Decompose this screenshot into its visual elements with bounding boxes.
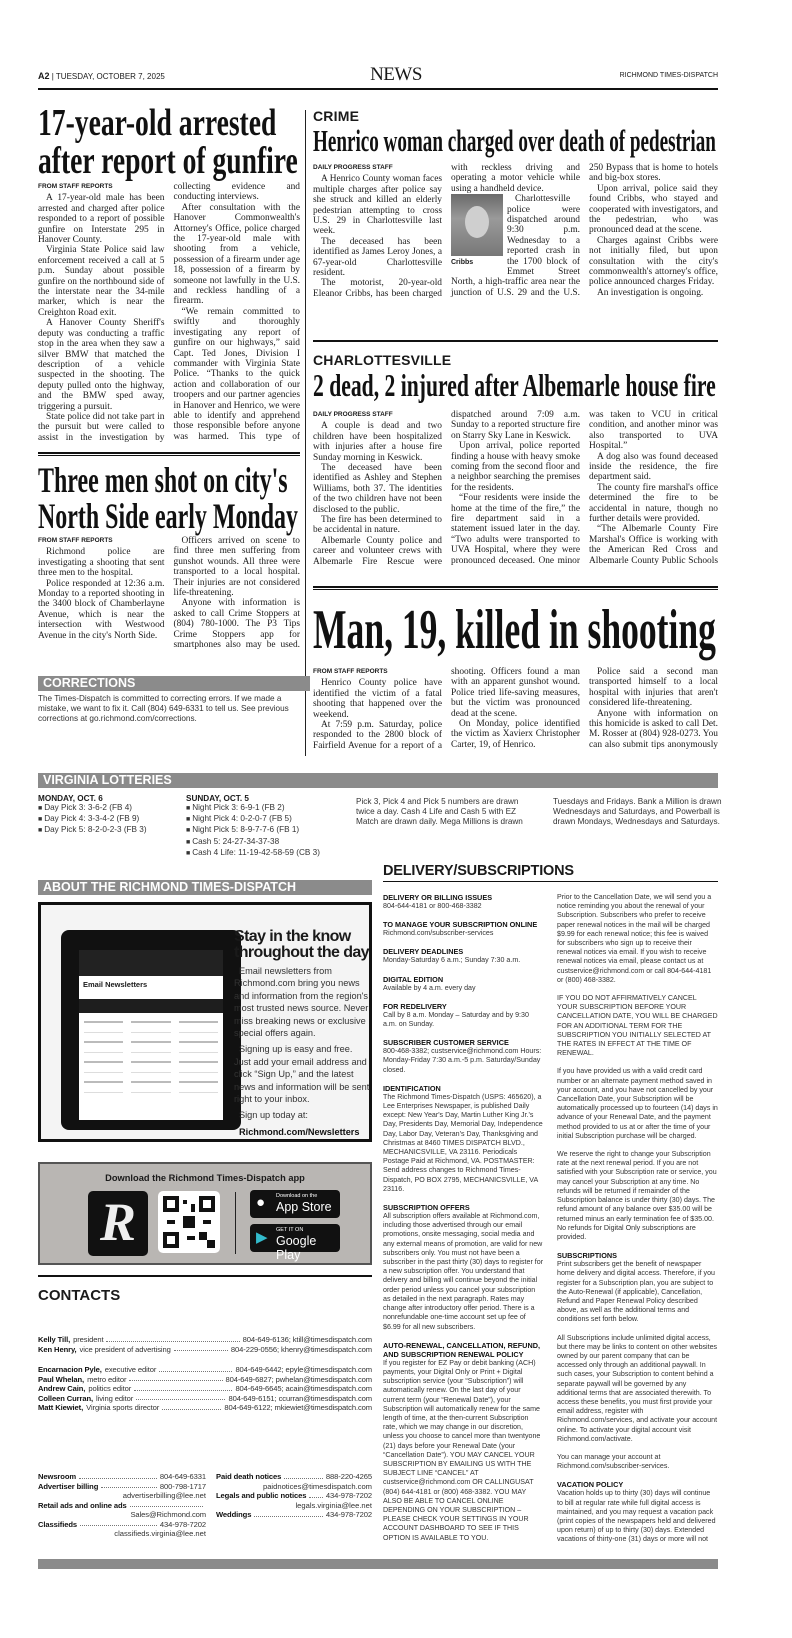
article-henrico-body: [313, 163, 718, 309]
leader-dots: [79, 1472, 157, 1479]
paragraph-text: Richmond police are investigating a shooting that sent three men to the hospital.: [38, 547, 165, 579]
section-heading: AUTO-RENEWAL, CANCELLATION, REFUND, AND SUBSCRIPTION RENEWAL POLICY: [383, 1340, 541, 1359]
badge-label: Google Play: [276, 1234, 317, 1262]
page-folio: A2 | TUESDAY, OCTOBER 7, 2025: [38, 71, 165, 81]
paragraph-text: Henrico County police have identified the victim of a fatal shooting that happened over the weekend.: [313, 678, 442, 720]
contact-info: 804-649-6827; pwhelan@timesdispatch.com: [225, 1374, 372, 1384]
contact-role: metro editor: [87, 1374, 127, 1384]
paragraph-text: The deceased has been identified as James Leroy Jones, a 67-year-old Charlottesville resident.: [313, 236, 442, 279]
article-gunfire: [38, 104, 300, 182]
face-shape: [465, 206, 489, 238]
desk-info: Sales@Richmond.com: [130, 1510, 206, 1520]
paragraph: [313, 515, 442, 536]
lottery-result: ■ Night Pick 5: 8-9-7-7-6 (FB 1): [186, 825, 346, 836]
contact-role: living editor: [96, 1393, 134, 1403]
badge-label: App Store: [276, 1200, 332, 1214]
contact-name: Encarnacion Pyle,: [38, 1365, 102, 1374]
desk-info: 434-978-7202: [325, 1510, 372, 1519]
leader-dots: [134, 1384, 232, 1391]
contact-name: Paul Whelan,: [38, 1374, 85, 1384]
desk-name: Retail ads and online ads: [38, 1500, 127, 1510]
tablet-image: [61, 930, 241, 1130]
paragraph-text: The motorist, 20-year-old Eleanor Cribbs, has been charged with reckless driving and operating a motor vehicle while using a handheld device.: [313, 163, 580, 299]
headline-line: Three men shot on city's: [38, 462, 288, 500]
newsletter-promo: [38, 902, 372, 1142]
section-heading: SUBSCRIBER CUSTOMER SERVICE: [383, 1038, 509, 1048]
desk-name: Advertiser billing: [38, 1481, 99, 1491]
paragraph-text: An investigation is ongoing.: [597, 287, 704, 298]
contacts-title: CONTACTS: [38, 1287, 121, 1304]
article-northside-body: [38, 536, 300, 660]
paragraph-text: Officers arrived on scene to find three men suffering from gunshot wounds. All three were transported to a local hospital. Their injuries are not considered life-threatening.: [173, 536, 300, 599]
apple-icon: ●: [256, 1194, 266, 1211]
article-gunfire-body: [38, 182, 300, 444]
desk-info: 434-978-7202: [325, 1491, 372, 1500]
contact-name: Andrew Cain,: [38, 1384, 86, 1394]
app-download-box: [38, 1162, 372, 1265]
desk-info: 434-978-7202: [159, 1519, 206, 1529]
paragraph-text: A Hanover County Sheriff's deputy was conducting a traffic stop in the area when they saw a silver BMW that matched the description of a vehicle suspected in the shooting. The deputy pulled onto the highway, and the BMW sped away, triggering a pursuit.: [38, 318, 165, 412]
contact-name: Kelly Till,: [38, 1335, 71, 1344]
contact-name: Ken Henry,: [38, 1344, 77, 1354]
section-heading: VACATION POLICY: [557, 1480, 624, 1490]
mugshot-photo: [451, 194, 503, 266]
paragraph-text: The deceased have been identified as Ashley and Stephen Williams, both 37. The identities of the two children have not been disclosed to the public.: [313, 463, 442, 515]
section-heading: DIGITAL EDITION: [383, 974, 444, 984]
leader-dots: [136, 1394, 225, 1401]
section-rule: [313, 586, 718, 590]
page-number: A2: [38, 71, 50, 81]
lottery-result: ■ Cash 4 Life: 11-19-42-58-59 (CB 3): [186, 848, 346, 859]
section-heading: FOR REDELIVERY: [383, 1001, 447, 1011]
contact-role: executive editor: [104, 1365, 157, 1374]
contact-info: 804-649-6151; ccurran@timesdispatch.com: [228, 1393, 372, 1403]
byline: FROM STAFF REPORTS: [313, 668, 388, 675]
leader-dots: [129, 1375, 222, 1382]
photo-caption: Cribbs: [451, 259, 474, 267]
contact-row: [38, 1365, 372, 1375]
kicker: CRIME: [313, 108, 360, 124]
contact-role: politics editor: [88, 1384, 132, 1394]
section-name: NEWS: [370, 64, 422, 85]
info-section: [383, 1203, 544, 1332]
lottery-result: ■ Day Pick 5: 8-2-0-2-3 (FB 3): [38, 825, 178, 836]
lottery-day-label: MONDAY, OCT. 6: [38, 794, 103, 803]
lottery-day: [38, 794, 178, 837]
contact-info: 804-649-6122; mkiewiet@timesdispatch.com: [224, 1403, 372, 1413]
badge-small-text: GET IT ON: [276, 1227, 304, 1233]
footer-bar: [38, 1559, 718, 1569]
info-section: [383, 893, 544, 911]
article-fire-body: [313, 410, 718, 570]
contact-row: [38, 1394, 372, 1404]
headline-line: 17-year-old arrested: [38, 104, 277, 144]
article-killed: [313, 598, 718, 665]
contact-row: [38, 1375, 372, 1385]
desk-contact-row: [38, 1482, 206, 1492]
rtd-logo-icon: R: [88, 1191, 148, 1256]
section-text: 800-468-3382; custservice@richmond.com Hours: Monday-Friday 7:30 a.m.-5 p.m. Saturday/Sunday closed.: [383, 1047, 542, 1074]
paragraph: [38, 579, 165, 641]
promo-text: Sign up today at:: [239, 1110, 308, 1121]
paragraph-text: The fire has been determined to be accidental in nature.: [313, 515, 442, 536]
paragraph: [38, 318, 165, 412]
leader-dots: [309, 1491, 323, 1498]
lottery-result: ■ Night Pick 4: 0-2-0-7 (FB 5): [186, 814, 346, 825]
desk-email: advertiserbilling@lee.net: [122, 1491, 206, 1501]
paragraph-text: At 7:59 p.m. Saturday, police responded to the 2800 block of Fairfield Avenue for a report of a shooting. Officers found a man with an apparent gunshot wound. Police tried life-saving measures, but the victim was pronounced dead at the scene.: [313, 667, 580, 751]
corrections-text: The Times-Dispatch is committed to correcting errors. If we made a mistake, we want to fix it. Call (804) 649-6331 to tell us. See previous corrections at go.richmond.com/corrections.: [38, 694, 289, 724]
lottery-result: ■ Day Pick 4: 3-3-4-2 (FB 9): [38, 814, 178, 825]
desk-contact-row: [38, 1472, 206, 1482]
promo-heading: Stay in the know throughout the day: [234, 928, 369, 961]
desk-email: legals.virginia@lee.net: [295, 1500, 372, 1510]
paragraph-text: Albemarle County police and career and volunteer crews with Albemarle Fire Rescue were dispatched around 7:09 a.m. Sunday to a reported structure fire on Starry Sky Lane in Keswick.: [313, 410, 580, 567]
headline-line: North Side early Monday: [38, 496, 298, 536]
desk-contact-row: [38, 1520, 206, 1530]
paragraph-text: A Henrico County woman faces multiple charges after police say she struck and killed an elderly pedestrian attempting to cross U.S. 29 in Charlottesville last week.: [313, 174, 442, 237]
contacts-rule: [38, 1275, 372, 1277]
leader-dots: [284, 1472, 323, 1479]
info-section: [383, 1002, 544, 1029]
paragraph-text: Police responded at 12:36 a.m. Monday to a reported shooting in the 3400 block of Chamberlayne Avenue, which is near the intersection with Westwood Avenue in the city's North Side.: [38, 578, 165, 641]
lottery-result: ■ Night Pick 3: 6-9-1 (FB 2): [186, 803, 346, 814]
desk-contact-row: [216, 1472, 372, 1482]
headline: [38, 104, 298, 180]
paragraph: [589, 236, 718, 288]
info-section: [557, 1251, 718, 1471]
desk-info: 800-798-1717: [159, 1481, 206, 1491]
paragraph: [174, 536, 301, 598]
header-rule: [38, 88, 718, 90]
paragraph: [313, 678, 442, 720]
section-heading: IDENTIFICATION: [383, 1083, 441, 1093]
app-title: Download the Richmond Times-Dispatch app: [105, 1173, 305, 1183]
paragraph-text: After consultation with the Hanover Commonwealth's Attorney's Office, police charged the 17-year-old male with shooting from a vehicle, possession of a firearm under age 18, possession of a firearm by someone not lawfully in the U.S. and reckless handling of a firearm.: [173, 202, 300, 307]
paragraph-text: Anyone with information on this homicide is asked to call Det. M. Rosser at (804) 928-0273. You can also submit tips anonymously: [589, 708, 718, 750]
kicker: CHARLOTTESVILLE: [313, 352, 452, 368]
leader-dots: [106, 1335, 239, 1342]
contact-name: Matt Kiewiet,: [38, 1403, 84, 1413]
info-section: [383, 975, 544, 993]
desk-name: Newsroom: [38, 1472, 77, 1481]
paragraph: [589, 667, 718, 709]
lottery-day-label: SUNDAY, OCT. 5: [186, 794, 249, 803]
section-text: Prior to the Cancellation Date, we will send you a notice reminding you about the renewal of your Subscription. Subscribers who prefer to receive paper renewal notices in the mail will be charged $9.99 for each renewal notice; this fee is waived for subscribers who sign up to receive their renewal notices via email. If you wish to receive renewal notices via email, please contact us at custservice@richmond.com or call 804-644-4181 or (800) 468-3382.: [557, 893, 712, 984]
article-northside: [38, 462, 300, 536]
section-text: Richmond.com/subscriber-services: [383, 929, 494, 938]
paragraph-text: State police did not take part in the pursuit but were called to assist in the investigation by collecting evidence and conducting interviews.: [38, 182, 300, 443]
leader-dots: [159, 1365, 232, 1372]
contact-row: [38, 1335, 372, 1345]
byline: FROM STAFF REPORTS: [38, 537, 113, 544]
contact-info: 804-229-0556; khenry@timesdispatch.com: [230, 1344, 372, 1354]
delivery-info: [383, 893, 718, 1558]
headline-line: after report of gunfire: [38, 140, 298, 182]
paragraph-text: Virginia State Police said law enforcement received a call at 5 p.m. Sunday about possible gunfire on the northbound side of the interstate near the 34-mile marker, which is near the Creighton Road exit.: [38, 245, 165, 318]
headline: Henrico woman charged over death of pedestrian: [313, 124, 716, 158]
desk-name: Paid death notices: [216, 1472, 282, 1481]
section-rule: [38, 452, 300, 456]
desk-contact-row: [38, 1501, 206, 1520]
lottery-note: Pick 3, Pick 4 and Pick 5 numbers are drawn twice a day. Cash 4 Life and Cash 5 with EZ Match are drawn daily. Mega Millions is drawn: [356, 797, 523, 827]
contact-row: [38, 1403, 372, 1413]
headline: [38, 462, 298, 534]
paper-name: RICHMOND TIMES-DISPATCH: [619, 72, 718, 79]
info-section: [383, 920, 544, 938]
delivery-title: DELIVERY/SUBSCRIPTIONS: [383, 863, 718, 882]
desk-contact-row: [216, 1510, 372, 1520]
paragraph-text: Charges against Cribbs were not initially filed, but upon consultation with the city's commonwealth's attorney's office, police announced charges Friday.: [589, 235, 718, 288]
section-text: All Subscriptions include unlimited digital access, but there may be links to content on other websites owned by our parent company that can be accessed only through an additional paywall. In such cases, your Subscription to content behind a separate paywall will be governed by any additional terms that are associated therewith. To access these benefits, you must first provide your email address, register with Richmond.com/services, and activate your account online. To activate your digital account visit Richmond.com/activate.: [557, 1333, 718, 1443]
section-text: Print subscribers get the benefit of newspaper home delivery and digital access. Therefore, if you register for a Subscription plan, you are subject to the Auto-Renewal (if applicable), Cancellation, Refund and Paper Renewal Policy described above, as well as the additional terms and conditions set forth below.: [557, 1260, 715, 1324]
headline: Man, 19, killed in shooting: [313, 599, 716, 661]
lotteries-header: VIRGINIA LOTTERIES: [38, 773, 718, 788]
leader-dots: [80, 1520, 157, 1527]
leader-dots: [101, 1482, 157, 1489]
promo-text: Email newsletters from Richmond.com bring you news and information from the region's most trusted news source. Never miss breaking news or exclusive special offers again.: [234, 966, 369, 1039]
contact-row: [38, 1384, 372, 1394]
desk-info: 804-649-6331: [159, 1472, 206, 1481]
contact-role: president: [73, 1335, 104, 1344]
paragraph: [313, 237, 442, 279]
paragraph-text: “The Albemarle County Fire Marshal's Office is working with the American Red Cross and Albemarle County Public Schools: [589, 524, 718, 566]
contact-row: [38, 1345, 372, 1355]
paragraph-text: The county fire marshal's office determined the fire to be accidental in nature, though no further details were provided.: [589, 482, 718, 525]
byline: DAILY PROGRESS STAFF: [313, 164, 393, 171]
paragraph: [174, 203, 301, 307]
lottery-result: ■ Day Pick 3: 3-6-2 (FB 4): [38, 803, 178, 814]
contact-info: 804-649-6442; epyle@timesdispatch.com: [235, 1365, 372, 1374]
lottery-result: ■ Cash 5: 24-27-34-37-38: [186, 837, 346, 848]
paragraph: [38, 245, 165, 318]
section-heading: DELIVERY OR BILLING ISSUES: [383, 893, 493, 902]
byline: FROM STAFF REPORTS: [38, 183, 113, 190]
section-text: If you have provided us with a valid credit card number or an alternate payment method saved in your account, and you have not cancelled by your Cancellation Date, your Subscription will be automatically processed up to fourteen (14) days in advance of your Renewal Date, and the payment method provided to us at or after the time of your initial Subscription purchase will be charged.: [557, 1067, 718, 1140]
info-section: [383, 947, 544, 965]
contact-info: 804-649-6645; acain@timesdispatch.com: [235, 1384, 372, 1394]
google-play-icon: ▶: [256, 1229, 268, 1246]
leader-dots: [162, 1403, 221, 1410]
paragraph-text: A couple is dead and two children have been hospitalized with injuries after a house fire Sunday morning in Keswick.: [313, 421, 442, 463]
corrections-header: CORRECTIONS: [38, 676, 310, 691]
lottery-note: Tuesdays and Fridays. Bank a Million is drawn Wednesdays and Saturdays, and Powerball is drawn Mondays, Wednesdays and Saturdays.: [553, 797, 722, 827]
section-text: Vacation holds up to thirty (30) days will continue to bill at regular rate while full digital access is maintained, and you may request a vacation pack (print copies of the newspapers held and delivered upon return) of up to thirty (30) days. Extended vacations of thirty-one (31) days or more will not: [557, 1489, 716, 1544]
contact-role: Virginia sports director: [86, 1403, 160, 1413]
section-text: You can manage your account at Richmond.com/subscriber-services.: [557, 1452, 670, 1471]
headline: 2 dead, 2 injured after Albemarle house fire: [313, 367, 716, 403]
section-text: IF YOU DO NOT AFFIRMATIVELY CANCEL YOUR SUBSCRIPTION BEFORE YOUR CANCELLATION DATE, YOU WILL BE CHARGED FOR AN ADDITIONAL TERM FOR THE SUBSCRIPTION YOU INITIALLY SELECTED AT THE RATES IN EFFECT AT THE TIME OF RENEWAL.: [557, 994, 718, 1058]
section-text: If you register for EZ Pay or debit banking (ACH) payments, your Digital Only or Print + Digital subscription service (your “Subscription”) will automatically renew. On the last day of your current term (your “Renewal Date”), your Subscription will automatically renew for the same length of time, at the then-current Subscription rate, which we may change in our discretion, unless you choose to cancel more than twentyone (21) days before your Renewal Date (your “Cancellation Date”). YOU MAY CANCEL YOUR SUBSCRIPTION BY EMAILING US WITH THE SUBJECT LINE “CANCEL” AT custservice@richmond.com OR CALLINGUSAT (804) 644-4181 or (800) 468-3382. YOU MAY ALSO BE ABLE TO CANCEL ONLINE DEPENDING ON YOUR SUBSCRIPTION – PLEASE CHECK YOUR SETTINGS IN YOUR ACCOUNT DASHBOARD TO SEE IF THIS OPTION IS AVAILABLE TO YOU.: [383, 1358, 541, 1542]
info-section: [383, 1038, 544, 1075]
paragraph-text: A dog also was found deceased inside the residence, the fire department said.: [589, 451, 718, 483]
desk-name: Legals and public notices: [216, 1491, 307, 1500]
paragraph-text: Charlottesville police were dispatched around 9:30 p.m. Wednesday to a reported crash in the 1700 block of Emmet Street North, a high-traffic area near the junction of U.S. 29 and the U.S. 250 Bypass that is home to hotels and big-box stores.: [451, 163, 718, 298]
article-killed-body: [313, 667, 718, 757]
paragraph: [589, 483, 718, 525]
paragraph-text: Upon arrival, police reported finding a house with heavy smoke coming from the second floor and a neighbor searching the premises for the residents.: [451, 441, 580, 493]
section-text: 804-644-4181 or 800-468-3382: [383, 902, 482, 910]
paragraph: [38, 547, 165, 578]
contact-info: 804-649-6136; ktill@timesdispatch.com: [242, 1335, 372, 1344]
desk-name: Weddings: [216, 1510, 252, 1519]
paragraph: [589, 184, 718, 236]
paragraph-text: “Four residents were inside the home at the time of the fire,” the fire department said in a statement issued later in the day. “Two adults were transported to UVA Hospital, where they were pronounced deceased. One minor was taken to VCU in critical condition, and another minor was also transported to UVA Hospital.”: [451, 410, 718, 566]
paragraph-text: Anyone with information is asked to call Crime Stoppers at (804) 780-1000. The P3 Tips Crime Stoppers app for smartphones also may be used.: [173, 598, 300, 651]
paragraph: [451, 719, 580, 750]
paragraph-text: “We remain committed to swiftly and thoroughly investigating any report of gunfire on our highways,” said Capt. Ted Jones, Division I commander with Virginia State Police. “Thanks to the quick action and collaboration of our troopers and our partner agencies in Hanover and Henrico, we were able to identify and apprehend those responsible before anyone was harmed. This type of: [173, 306, 300, 442]
badge-small-text: Download on the: [276, 1193, 318, 1199]
app-store-button[interactable]: [250, 1190, 340, 1218]
issue-date: TUESDAY, OCTOBER 7, 2025: [55, 72, 165, 81]
section-text: The Richmond Times-Dispatch (USPS: 465620), a Lee Enterprises Newspaper, is published Daily except: New Year's Day, Martin Luther King Jr.'s Day, Presidents Day, Memorial Day, Independence Day, Labor Day, Veteran's Day, Thanksgiving and Christmas at 8460 TIMES DISPATCH BLVD., MECHANICSVILLE, VA 23116. Periodicals Postage Paid at Richmond, VA. POSTMASTER: Send address changes to Richmond Times-Dispatch, PO BOX 2795, MECHANICSVILLE, VA 23116.: [383, 1092, 543, 1193]
paragraph: [38, 193, 165, 245]
paragraph: [313, 421, 442, 463]
article-henrico: [313, 124, 718, 161]
newsletter-link[interactable]: Richmond.com/Newsletters: [239, 1126, 360, 1137]
article-fire: [313, 367, 718, 407]
section-heading: TO MANAGE YOUR SUBSCRIPTION ONLINE: [383, 920, 538, 930]
section-text: We reserve the right to change your Subscription rate at the next renewal period. If you are not satisfied with your Subscription rate or service, you may cancel your Subscription at any time. No refunds will be returned if remainder of the Subscription balance is under thirty (30) days. The refund amount of any balance over $35.00 will be returned minus an early termination fee of $35.00. No refunds for Digital Only subscriptions are provided.: [557, 1150, 717, 1241]
paragraph: [313, 174, 442, 236]
column-divider: [305, 110, 306, 756]
paragraph: [451, 441, 580, 493]
google-play-button[interactable]: [250, 1224, 340, 1262]
qr-code-icon[interactable]: [158, 1191, 220, 1253]
section-heading: SUBSCRIPTION OFFERS: [383, 1203, 470, 1213]
promo-text: Signing up is easy and free. Just add your email address and click “Sign Up,” and the latest news and information will be sent right to your inbox.: [234, 1044, 370, 1105]
section-text: Available by 4 a.m. every day: [383, 983, 476, 992]
section-text: Call by 8 a.m. Monday – Saturday and by 9:30 a.m. on Sunday.: [383, 1010, 529, 1029]
desk-email: classifieds.virginia@lee.net: [114, 1529, 206, 1539]
paragraph-text: Police said a second man transported himself to a local hospital with injuries that aren't considered life-threatening.: [589, 667, 718, 709]
desk-email: paidnotices@timesdispatch.com: [262, 1481, 372, 1491]
paragraph-text: On Monday, police identified the victim as Xavierx Christopher Carter, 19, of Henrico.: [451, 719, 580, 750]
about-header: ABOUT THE RICHMOND TIMES-DISPATCH: [38, 880, 372, 895]
paragraph-text: Upon arrival, police said they found Cribbs, who stayed and cooperated with investigators, and the pedestrian, who was pronounced dead at the scene.: [589, 183, 718, 236]
tablet-screen-title: Email Newsletters: [83, 980, 148, 989]
section-heading: DELIVERY DEADLINES: [383, 947, 464, 957]
leader-dots: [174, 1345, 228, 1352]
paragraph: [313, 463, 442, 515]
contact-role: vice president of advertising: [79, 1344, 171, 1354]
desk-name: Classifieds: [38, 1519, 77, 1529]
desk-contact-row: [216, 1491, 372, 1501]
byline: DAILY PROGRESS STAFF: [313, 411, 393, 418]
mugshot-image: [451, 194, 503, 256]
section-text: All subscription offers available at Richmond.com, including those advertised through our email promotions, onsite messaging, social media and any external means of promotion, are valid for new subscribers only. You must not have been a subscriber in the past thirty (30) days to register for a new subscription offer. You understand that delivery and billing will continue beyond the initial order period unless you cancel your subscription as detailed in the next paragraph. Rates may change after introductory offer period. There is a nonrefundable one-time account set up fee of $6.99 for all new subscribers.: [383, 1212, 544, 1331]
paragraph: [589, 288, 718, 298]
lottery-day: [186, 794, 346, 859]
section-text: Monday-Saturday 6 a.m.; Sunday 7:30 a.m.: [383, 956, 521, 965]
contact-name: Colleen Curran,: [38, 1393, 94, 1403]
section-rule: [313, 340, 718, 342]
info-section: [383, 1084, 544, 1194]
paragraph: [589, 452, 718, 483]
leader-dots: [254, 1510, 323, 1517]
leader-dots: [130, 1501, 203, 1508]
paragraph-text: A 17-year-old male has been arrested and charged after police responded to a report of possible gunfire on Interstate 295 in Hanover County.: [38, 193, 165, 246]
section-heading: SUBSCRIPTIONS: [557, 1251, 618, 1261]
desk-info: 888-220-4265: [325, 1472, 372, 1481]
